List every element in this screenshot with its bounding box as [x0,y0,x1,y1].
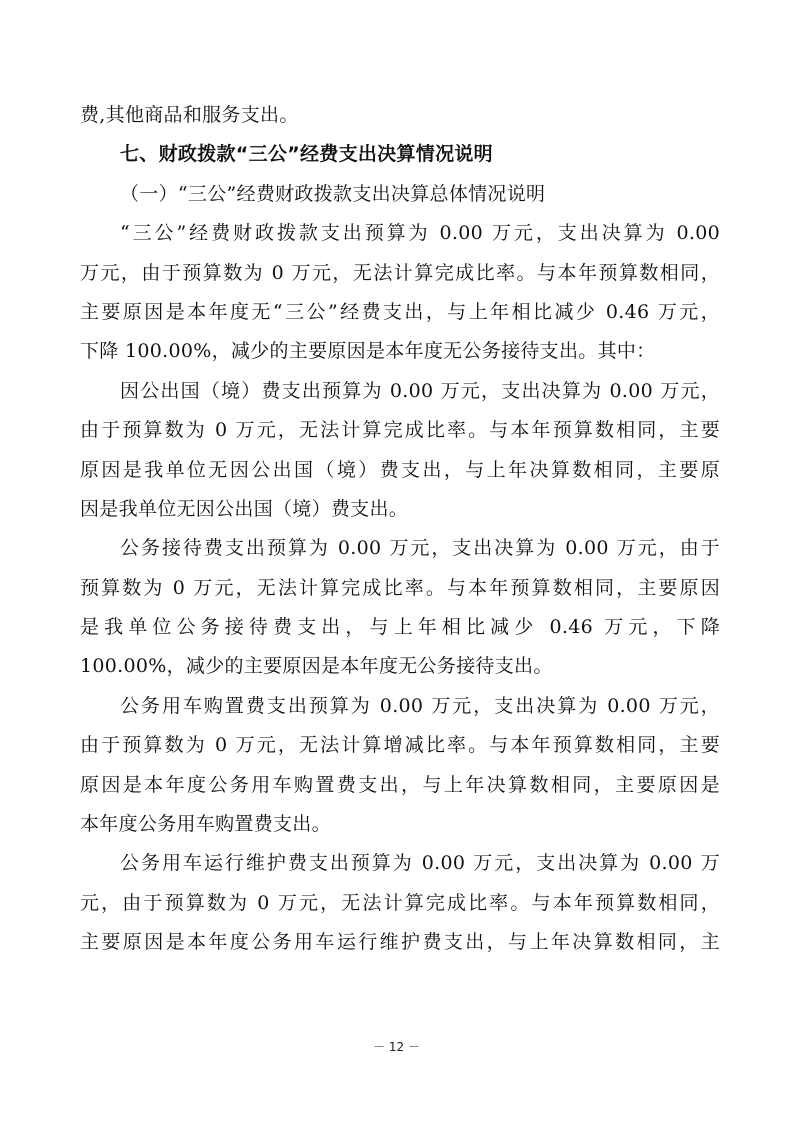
paragraph-line: 公务用车运行维护费支出预算为 0.00 万元，支出决算为 0.00 万 [120,852,720,875]
paragraph-line: 是我单位公务接待费支出，与上年相比减少 0.46 万元，下降 [80,616,720,639]
paragraph-line: 主要原因是本年度无“三公”经费支出，与上年相比减少 0.46 万元， [80,300,720,323]
document-body [80,96,720,963]
paragraph-line: 原因是我单位无因公出国（境）费支出，与上年决算数相同，主要原 [80,458,720,481]
paragraph-line: 因公出国（境）费支出预算为 0.00 万元，支出决算为 0.00 万元， [120,379,720,402]
section-heading: 七、财政拨款“三公”经费支出决算情况说明 [120,143,493,166]
paragraph-line: 本年度公务用车购置费支出。 [80,813,331,836]
paragraph-line: 公务接待费支出预算为 0.00 万元，支出决算为 0.00 万元，由于 [120,537,720,560]
paragraph-line: 由于预算数为 0 万元，无法计算完成比率。与本年预算数相同，主要 [80,419,720,442]
paragraph-line: “三公”经费财政拨款支出预算为 0.00 万元，支出决算为 0.00 [120,222,720,245]
subsection-heading: （一）“三公”经费财政拨款支出决算总体情况说明 [120,182,546,205]
paragraph-line: 由于预算数为 0 万元，无法计算增减比率。与本年预算数相同，主要 [80,734,720,757]
paragraph-line: 费,其他商品和服务支出。 [80,104,299,126]
paragraph-line: 因是我单位无因公出国（境）费支出。 [80,497,409,520]
paragraph-line: 原因是本年度公务用车购置费支出，与上年决算数相同，主要原因是 [80,773,720,796]
paragraph-line: 下降 100.00%，减少的主要原因是本年度无公务接待支出。其中： [80,340,656,363]
paragraph-line: 100.00%，减少的主要原因是本年度无公务接待支出。 [80,655,553,678]
paragraph-line: 公务用车购置费支出预算为 0.00 万元，支出决算为 0.00 万元， [120,694,720,717]
page-number: － 12 － [373,1040,420,1054]
paragraph-line: 万元，由于预算数为 0 万元，无法计算完成比率。与本年预算数相同， [80,261,720,284]
paragraph-line: 预算数为 0 万元，无法计算完成比率。与本年预算数相同，主要原因 [80,576,720,599]
paragraph-line: 元，由于预算数为 0 万元，无法计算完成比率。与本年预算数相同， [80,891,720,914]
paragraph-line: 主要原因是本年度公务用车运行维护费支出，与上年决算数相同，主 [80,931,720,954]
